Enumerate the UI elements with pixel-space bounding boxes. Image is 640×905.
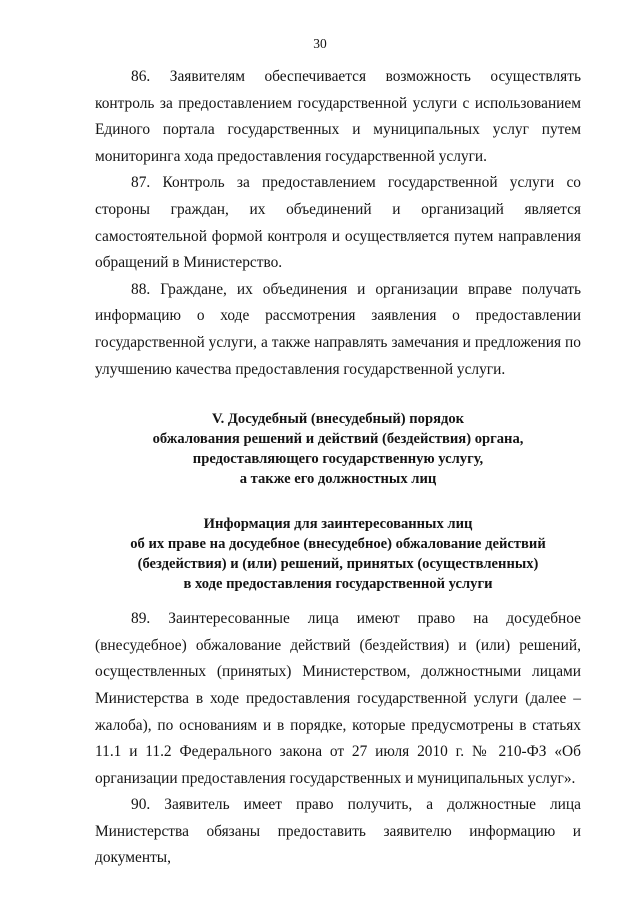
- page-number: 30: [313, 36, 327, 51]
- section-heading-line: V. Досудебный (внесудебный) порядок: [211, 411, 465, 428]
- document-body: [95, 64, 581, 872]
- paragraph-90: 90. Заявитель имеет право получить, а должностные лица Министерства обязаны предоставить заявителю информацию и документы,: [95, 796, 581, 867]
- subsection-heading-line: (бездействия) и (или) решений, принятых (осуществленных): [137, 556, 539, 573]
- subsection-heading-line: Информация для заинтересованных лиц: [203, 516, 473, 533]
- subsection-heading-line: об их праве на досудебное (внесудебное) обжалование действий: [130, 536, 546, 553]
- section-heading-line: обжалования решений и действий (бездействия) органа,: [152, 431, 524, 448]
- paragraph-86: 86. Заявителям обеспечивается возможность осуществлять контроль за предоставлением государственной услуги с использованием Единого портала государственных и муниципальных услуг путем мониторинга хода предоставления государственной услуги.: [95, 68, 581, 165]
- subsection-heading: [95, 514, 581, 594]
- section-heading-line: а также его должностных лиц: [239, 471, 437, 488]
- paragraph-87: 87. Контроль за предоставлением государственной услуги со стороны граждан, их объединений и организаций является самостоятельной формой контроля и осуществляется путем направления обращений в Министерство.: [95, 174, 581, 272]
- section-heading: [95, 409, 581, 489]
- paragraph-88: 88. Граждане, их объединения и организации вправе получать информацию о ходе рассмотрения заявления о предоставлении государственной услуги, а также направлять замечания и предложения по улучшению качества предоставления государственной услуги.: [95, 280, 581, 378]
- subsection-heading-line: в ходе предоставления государственной услуги: [183, 576, 493, 593]
- section-heading-line: предоставляющего государственную услугу,: [192, 451, 484, 468]
- paragraph-89: 89. Заинтересованные лица имеют право на досудебное (внесудебное) обжалование действий (бездействия) и (или) решений, осуществленных (принятых) Министерством, должностными лицами Министерства в ходе предоставления государственной услуги (далее – жалоба), по основаниям и в порядке, которые предусмотрены в статьях 11.1 и 11.2 Федерального закона от 27 июля 2010 г. № 210-ФЗ «Об организации предоставления государственных и муниципальных услуг».: [95, 610, 581, 787]
